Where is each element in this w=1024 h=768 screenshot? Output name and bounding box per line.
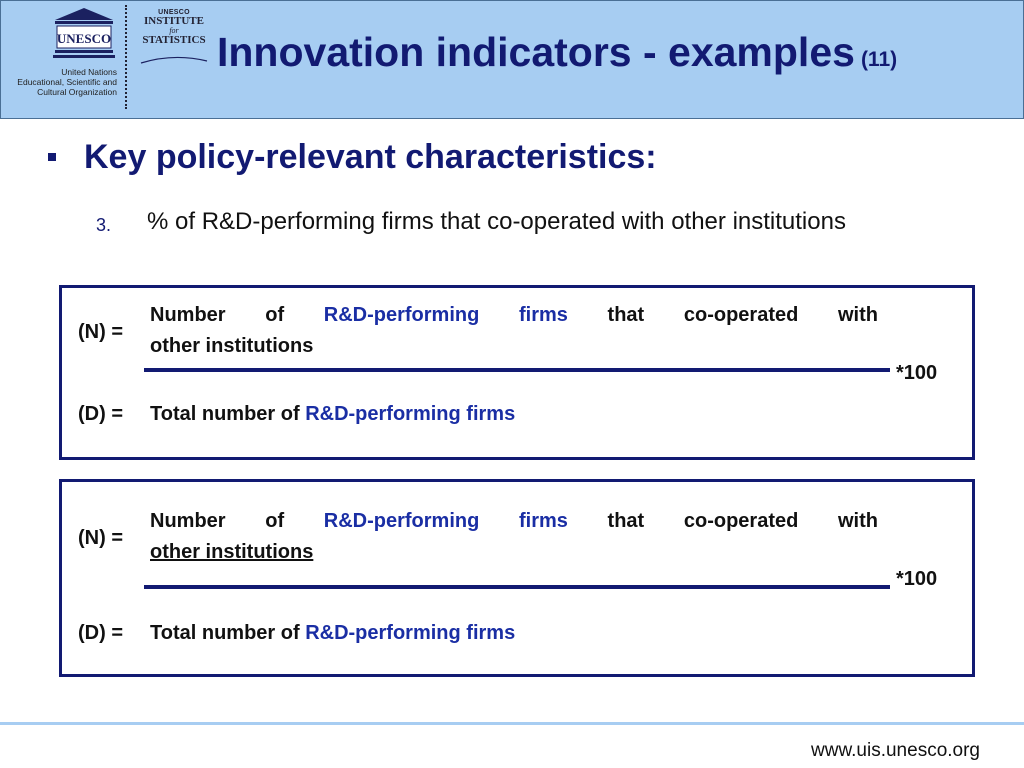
un-org-name: United Nations Educational, Scientific and Cultural Organization [17,67,117,97]
list-number: 3. [96,215,112,235]
footer-url[interactable]: www.uis.unesco.org [811,740,980,761]
multiplier: *100 [896,568,938,590]
numerator-label: (N) = [78,527,123,549]
numerator-text: Number of R&D-performing firms that co-operated with other institutions [150,510,878,563]
section-heading: Key policy-relevant characteristics: [84,138,657,176]
header-banner [0,0,1024,119]
formula-box [59,285,975,460]
uis-logo: UNESCO INSTITUTE for STATISTICS [139,9,209,67]
unesco-logo [1,1,131,118]
uis-swoosh-icon [139,55,209,65]
numerator-text: Number of R&D-performing firms that co-operated with other institutions [150,304,878,357]
formula-box [59,479,975,677]
denominator-text: Total number of R&D-performing firms [150,622,516,644]
logo-divider [125,5,127,109]
fraction-line [144,368,890,372]
fraction-line [144,585,890,589]
slide-number: (11) [860,48,898,71]
bullet-icon [48,153,56,161]
list-item-text: % of R&D-performing firms that co-operated with other institutions [147,208,846,235]
denominator-text: Total number of R&D-performing firms [150,403,516,425]
denominator-label: (D) = [78,622,123,644]
unesco-temple-icon [53,7,115,59]
multiplier: *100 [896,362,938,384]
denominator-label: (D) = [78,403,123,425]
slide-title: Innovation indicators - examples (11) [217,29,898,75]
numerator-label: (N) = [78,321,123,343]
footer-divider [0,722,1024,725]
unesco-mark: UNESCO [56,31,112,46]
